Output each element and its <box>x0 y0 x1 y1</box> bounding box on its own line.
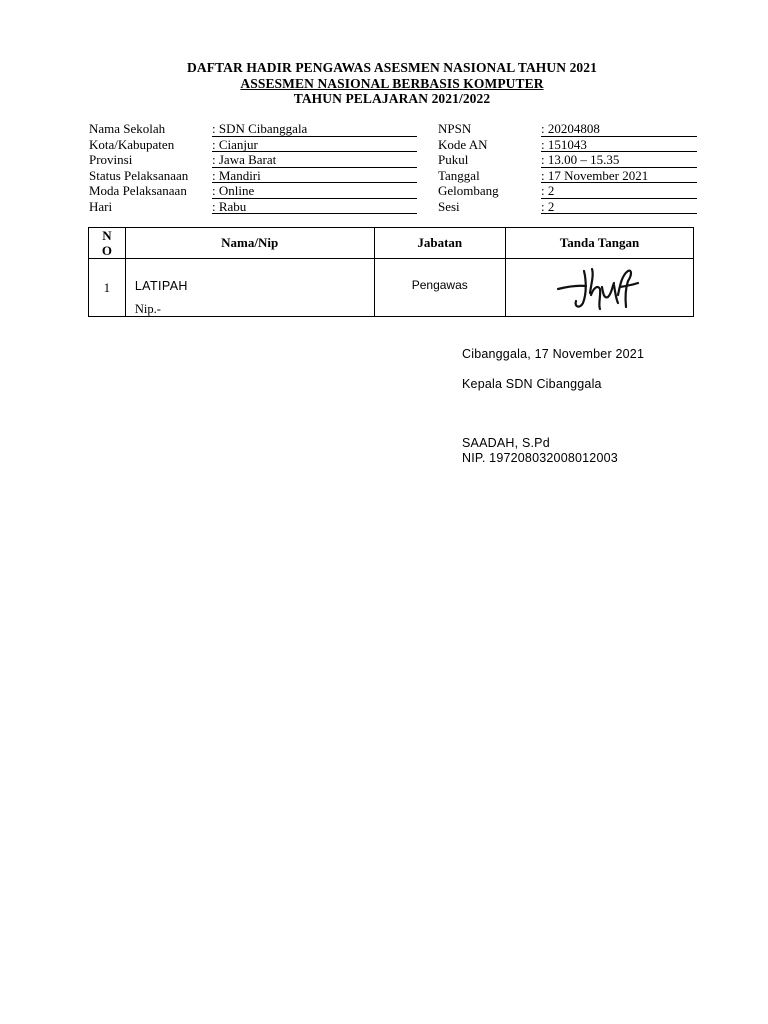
info-value: : 20204808 <box>541 121 697 137</box>
info-value: : 151043 <box>541 137 697 153</box>
info-value: : Jawa Barat <box>212 152 417 168</box>
closing-nip: NIP. 197208032008012003 <box>462 451 618 465</box>
info-label: Pukul <box>438 152 469 167</box>
closing-place-date: Cibanggala, 17 November 2021 <box>462 347 645 361</box>
header-jabatan: Jabatan <box>374 228 505 259</box>
header-no-line2: O <box>101 243 112 258</box>
info-value: : Mandiri <box>212 168 417 184</box>
info-value: : 17 November 2021 <box>541 168 697 184</box>
info-left-block <box>89 121 419 214</box>
info-label: Status Pelaksanaan <box>89 167 189 183</box>
attendance-table <box>88 227 694 317</box>
info-row-kode-an <box>438 137 698 153</box>
info-right-block <box>438 121 698 214</box>
info-label: Sesi <box>438 198 460 214</box>
info-value: : Online <box>212 183 417 199</box>
info-row-tanggal <box>438 168 698 184</box>
info-label: NPSN <box>438 121 472 136</box>
info-row-sesi <box>438 199 698 215</box>
info-value: : Cianjur <box>212 137 417 153</box>
info-value: : SDN Cibanggala <box>212 121 417 137</box>
info-row-hari <box>89 199 419 215</box>
info-row-moda <box>89 183 419 199</box>
info-label: Tanggal <box>438 167 480 183</box>
info-row-status <box>89 168 419 184</box>
info-row-provinsi <box>89 152 419 168</box>
row-no: 1 <box>89 259 126 317</box>
row-nip: Nip.- <box>134 302 161 316</box>
table-row <box>89 259 694 317</box>
info-row-pukul <box>438 152 698 168</box>
closing-name: SAADAH, S.Pd <box>462 436 550 450</box>
info-label: Kota/Kabupaten <box>89 136 175 152</box>
row-jabatan: Pengawas <box>411 277 468 292</box>
info-label: Provinsi <box>89 152 133 167</box>
info-label: Kode AN <box>438 136 488 152</box>
info-label: Hari <box>89 198 113 214</box>
row-jabatan-cell <box>374 259 505 317</box>
info-value: : 2 <box>541 199 697 215</box>
info-row-kota <box>89 137 419 153</box>
header-no <box>89 228 126 259</box>
title-line-1: DAFTAR HADIR PENGAWAS ASESMEN NASIONAL TAHUN 2021 <box>187 60 597 75</box>
table-header-row <box>89 228 694 259</box>
info-value: : Rabu <box>212 199 417 215</box>
closing-role: Kepala SDN Cibanggala <box>462 377 602 391</box>
header-ttd: Tanda Tangan <box>505 228 693 259</box>
info-label: Gelombang <box>438 183 499 198</box>
info-value: : 13.00 – 15.35 <box>541 152 697 168</box>
info-label: Moda Pelaksanaan <box>89 183 187 198</box>
info-row-npsn <box>438 121 698 137</box>
info-row-nama-sekolah <box>89 121 419 137</box>
row-nama-nip <box>125 259 374 317</box>
document-title <box>0 60 768 107</box>
info-row-gelombang <box>438 183 698 199</box>
title-line-3: TAHUN PELAJARAN 2021/2022 <box>293 91 491 106</box>
row-nama: LATIPAH <box>134 279 188 293</box>
row-signature-cell <box>505 259 693 317</box>
header-nama: Nama/Nip <box>125 228 374 259</box>
header-no-line1: N <box>102 228 112 243</box>
title-line-2: ASSESMEN NASIONAL BERBASIS KOMPUTER <box>240 75 544 91</box>
info-label: Nama Sekolah <box>89 121 166 136</box>
info-value: : 2 <box>541 183 697 199</box>
signature-image <box>556 265 646 313</box>
